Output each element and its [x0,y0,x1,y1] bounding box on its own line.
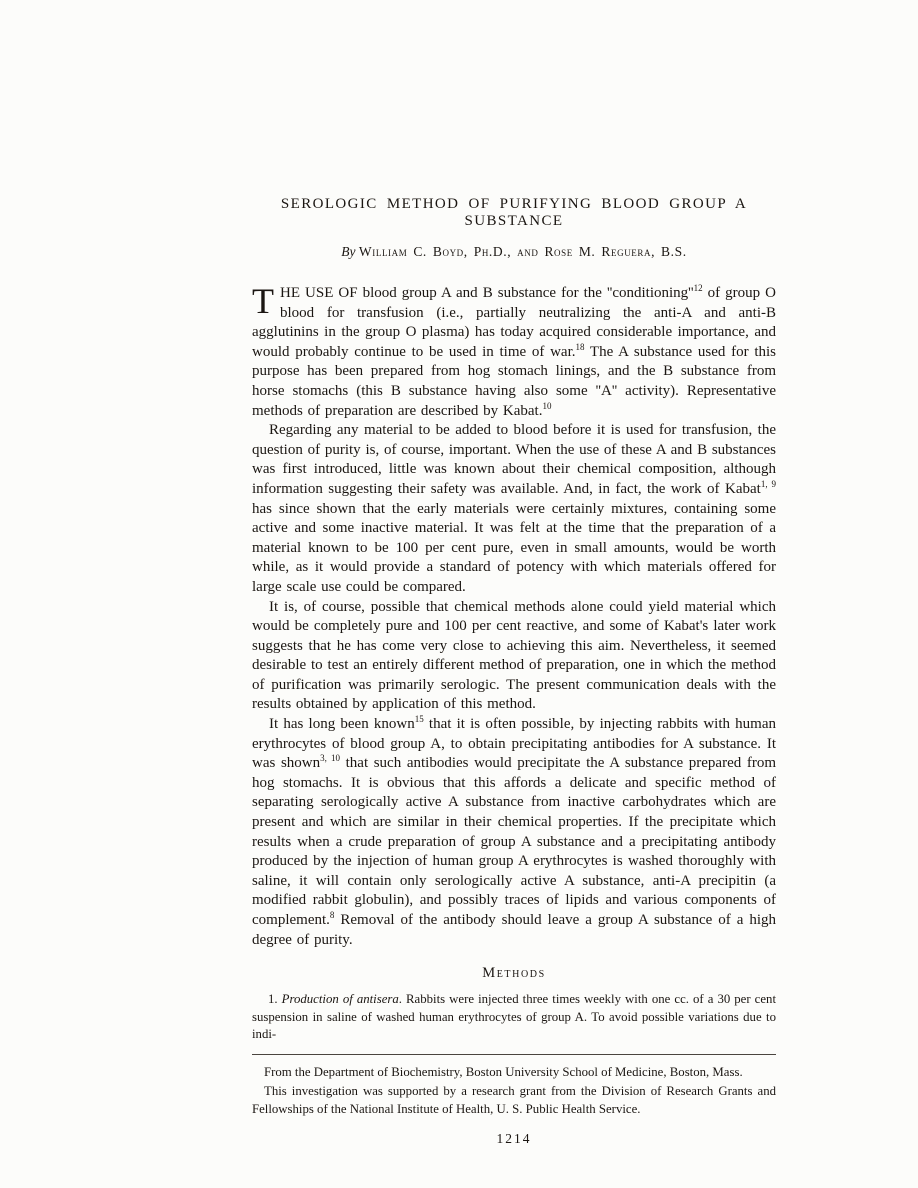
text-column [252,196,776,1147]
byline-authors: William C. Boyd, Ph.D., and Rose M. Reguera, B.S. [358,244,687,259]
footnote-block [252,1054,776,1118]
paragraph-chemical-methods: It is, of course, possible that chemical methods alone could yield material which would be completely pure and 100 per cent reactive, and some of Kabat's later work suggests that he has come very close to achieving this aim. Nevertheless, it seemed desirable to test an entirely different method of preparation, one in which the method of purification was primarily serologic. The present communication deals with the results obtained by application of this method. [252,598,776,713]
footnote-affiliation: From the Department of Biochemistry, Boston University School of Medicine, Boston, Mass. [264,1065,743,1080]
byline-by-label: By [341,244,356,259]
byline [252,244,776,260]
methods-section-heading: Methods [482,965,546,982]
paragraph-purity: Regarding any material to be added to blood before it is used for transfusion, the question of purity is, of course, important. When the use of these A and B substances was first introduced, little was known about their chemical composition, although information suggesting their safety was available. And, in fact, the work of Kabat$^{1, 9}$ has since shown that the early materials were certainly mixtures, containing some active and some inactive material. It was felt at the time that the preparation of a material known to be 100 per cent pure, even in small amounts, would be worth while, as it would provide a standard of potency with which materials offered for large scale use could be compared. [252,422,776,595]
page-number: 1214 [496,1131,532,1147]
methods-paragraph: 1. Production of antisera. Rabbits were injected three times weekly with one cc. of a 30 per cent suspension in saline of washed human erythrocytes of group A. To avoid possible variations due to indi- [252,992,776,1041]
footnote-funding: This investigation was supported by a research grant from the Division of Research Grants and Fellowships of the National Institute of Health, U. S. Public Health Service. [252,1083,776,1116]
paragraph-antibodies: It has long been known$^{15}$ that it is often possible, by injecting rabbits with human erythrocytes of blood group A, to obtain precipitating antibodies for A substance. It was shown$^{3, 10}$ that such antibodies would precipitate the A substance prepared from hog stomachs. It is obvious that this affords a delicate and specific method of separating serologically active A substance from inactive carbohydrates which are present and which are similar in their chemical properties. If the precipitate which results when a crude preparation of group A substance and a precipitating antibody produced by the injection of human group A erythrocytes is washed thoroughly with saline, it will contain only serologically active A substance, anti-A precipitin (a modified rabbit globulin), and possibly traces of lipids and various components of complement.$^8$ Removal of the antibody should leave a group A substance of a high degree of purity. [252,714,777,948]
drop-cap: T [252,281,274,321]
paragraph-intro [252,281,777,421]
article-body [252,281,777,950]
paragraph-intro-text: HE USE OF blood group A and B substance for the ''$conditioning''^{12}$ of group O blood for transfusion (i.e., partially neutralizing the anti-A and anti-B agglutinins in the group O plasma) has today acquired considerable importance, and would probably continue to be used in time of war.$^{18}$ The A substance used for this purpose has been prepared from hog stomach linings, and the B substance from horse stomachs (this B substance having also some ''A'' activity). Representative methods of preparation are described by Kabat.$^{10}$ [252,283,777,419]
article-title: SEROLOGIC METHOD OF PURIFYING BLOOD GROUP A SUBSTANCE [280,196,748,229]
